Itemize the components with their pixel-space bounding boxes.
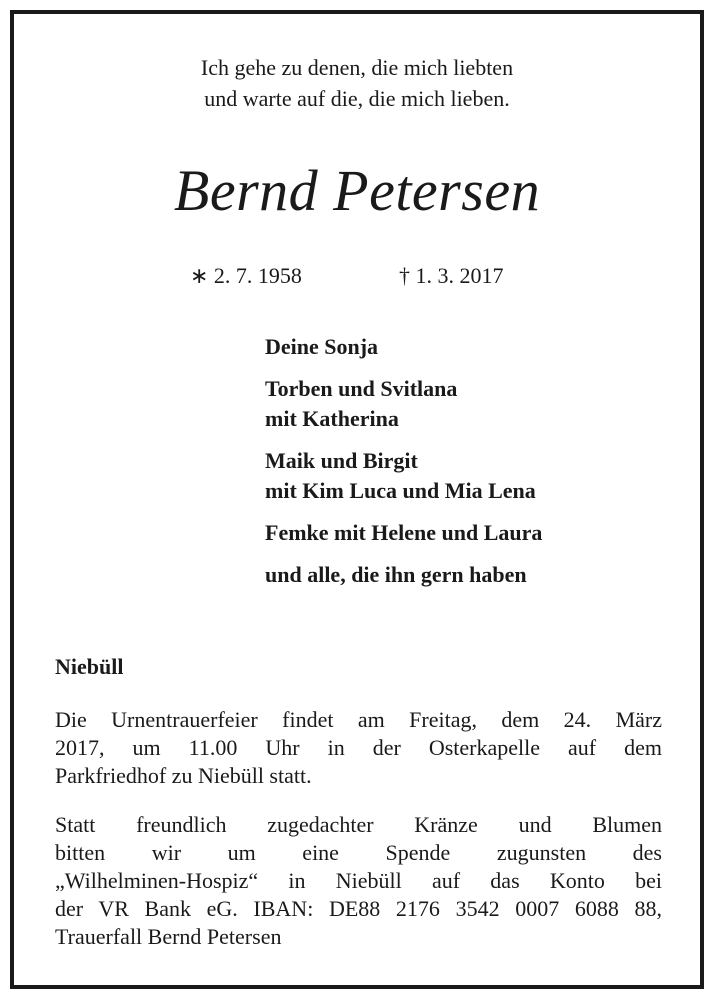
mourner-group [265, 374, 542, 434]
paragraph-line: der VR Bank eG. IBAN: DE88 2176 3542 0007 6088 88, [55, 896, 662, 921]
paragraph-line: Parkfriedhof zu Niebüll statt. [55, 763, 312, 788]
motto-line: und warte auf die, die mich lieben. [204, 86, 510, 111]
mourners-list [265, 332, 542, 602]
paragraph-line: „Wilhelminen-Hospiz“ in Niebüll auf das Konto bei [55, 868, 662, 893]
birth-date: ∗ 2. 7. 1958 [190, 263, 302, 288]
mourner-group [265, 560, 542, 590]
paragraph-line: Die Urnentrauerfeier findet am Freitag, dem 24. März [55, 707, 662, 732]
mourner-line: Deine Sonja [265, 334, 379, 359]
deceased-name: Bernd Petersen [173, 158, 541, 223]
donation-info-paragraph [55, 811, 662, 951]
death-date: † 1. 3. 2017 [399, 263, 504, 288]
mourner-group [265, 446, 542, 506]
funeral-info-paragraph [55, 706, 662, 790]
obituary-border [10, 10, 704, 989]
place-name: Niebüll [55, 654, 124, 679]
mourner-line: Femke mit Helene und Laura [265, 520, 543, 545]
mourner-line: mit Kim Luca und Mia Lena [265, 478, 536, 503]
paragraph-line: Statt freundlich zugedachter Kränze und Blumen [55, 812, 662, 837]
mourner-group [265, 332, 542, 362]
mourner-line: mit Katherina [265, 406, 399, 431]
mourner-line: Torben und Svitlana [265, 376, 458, 401]
obituary-content [14, 14, 700, 985]
paragraph-line: 2017, um 11.00 Uhr in der Osterkapelle auf dem [55, 735, 662, 760]
paragraph-line: bitten wir um eine Spende zugunsten des [55, 840, 662, 865]
mourner-line: und alle, die ihn gern haben [265, 562, 527, 587]
paragraph-line: Trauerfall Bernd Petersen [55, 924, 282, 949]
motto-quote [14, 52, 700, 114]
mourner-group [265, 518, 542, 548]
motto-line: Ich gehe zu denen, die mich liebten [200, 55, 514, 80]
mourner-line: Maik und Birgit [265, 448, 418, 473]
